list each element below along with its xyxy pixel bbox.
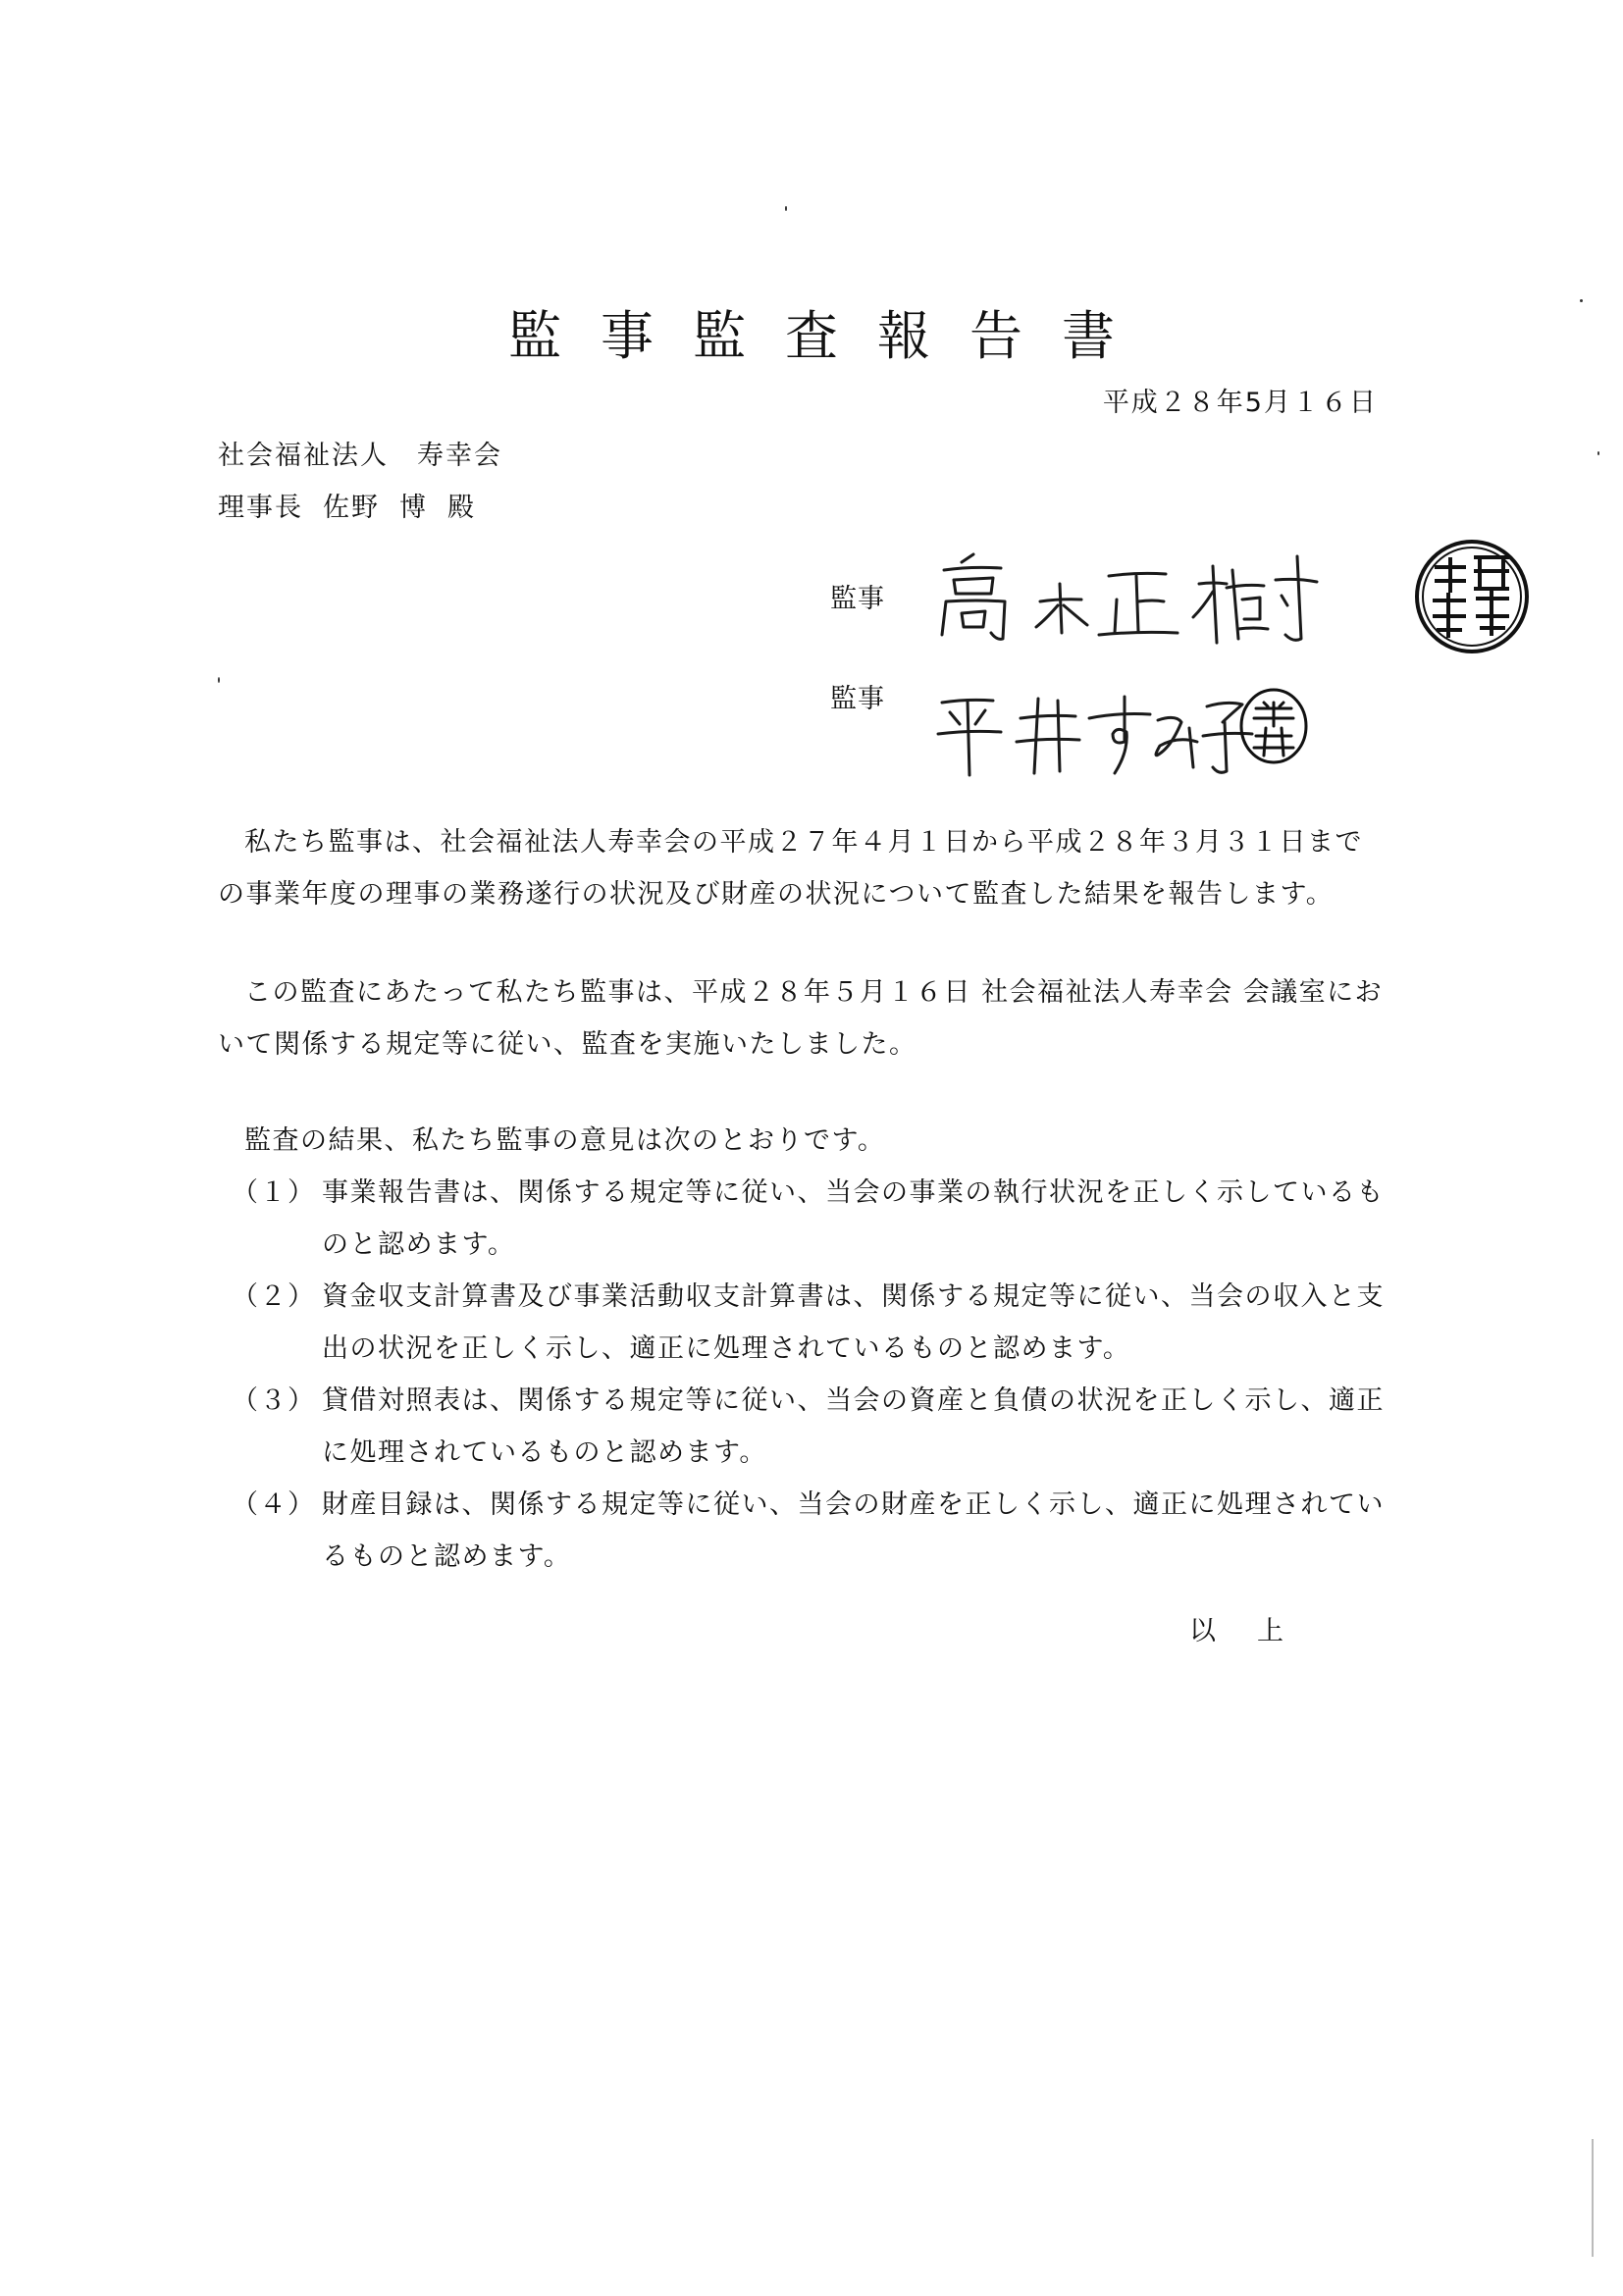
opinion-item-number: （４）: [232, 1489, 316, 1520]
recipient-surname: 佐野: [323, 493, 380, 523]
paragraph-audit-scope-text: 私たち監事は、社会福祉法人寿幸会の平成２７年４月１日から平成２８年３月３１日までの事業年度の理事の業務遂行の状況及び財産の状況について監査した結果を報告します。: [218, 827, 1363, 910]
paragraph-audit-opinion-intro-text: 監査の結果、私たち監事の意見は次のとおりです。: [244, 1125, 886, 1156]
auditor-label-1: 監事: [830, 584, 885, 614]
opinion-item-number: （３）: [232, 1385, 316, 1416]
opinion-list: [232, 1167, 1399, 1583]
recipient-line: [218, 486, 476, 524]
paragraph-audit-method-text: この監査にあたって私たち監事は、平成２８年５月１６日 社会福祉法人寿幸会 会議室において関係する規定等に従い、監査を実施いたしました。: [218, 977, 1384, 1060]
opinion-item: [232, 1167, 1399, 1271]
scan-speck: [1580, 299, 1583, 302]
opinion-item: [232, 1375, 1399, 1479]
closing-mark: [1189, 1609, 1283, 1647]
recipient-title: 理事長: [218, 493, 303, 523]
opinion-item-text: 事業報告書は、関係する規定等に従い、当会の事業の執行状況を正しく示しているものと認めます。: [322, 1177, 1385, 1260]
document-title: 監事監査報告書: [508, 305, 1154, 367]
opinion-item-text: 貸借対照表は、関係する規定等に従い、当会の資産と負債の状況を正しく示し、適正に処理されているものと認めます。: [322, 1385, 1385, 1468]
paragraph-audit-method: [218, 966, 1386, 1070]
opinion-item-text: 資金収支計算書及び事業活動収支計算書は、関係する規定等に従い、当会の収入と支出の状況を正しく示し、適正に処理されているものと認めます。: [322, 1281, 1385, 1364]
paragraph-audit-opinion-intro: [218, 1115, 1386, 1167]
recipient-given-name: 博: [399, 493, 428, 523]
opinion-item-number: （１）: [232, 1177, 316, 1208]
opinion-item-number: （２）: [232, 1281, 316, 1312]
opinion-item: [232, 1271, 1399, 1375]
auditor-seal-2: [1238, 687, 1309, 765]
scan-speck: [785, 206, 787, 211]
report-date: 平成２８年5月１６日: [1102, 388, 1378, 418]
auditor-signature-2: [932, 677, 1256, 785]
auditor-signature-1: [932, 545, 1344, 652]
closing-mark-2: 上: [1257, 1616, 1283, 1646]
auditor-seal-1: [1413, 538, 1531, 655]
closing-mark-1: 以: [1189, 1616, 1216, 1646]
opinion-item-text: 財産目録は、関係する規定等に従い、当会の財産を正しく示し、適正に処理されているものと認めます。: [322, 1489, 1385, 1572]
paragraph-audit-scope: [218, 816, 1386, 920]
scan-speck: [1597, 451, 1599, 455]
scan-speck: [218, 677, 220, 683]
opinion-item: [232, 1479, 1399, 1583]
recipient-organization: 社会福祉法人 寿幸会: [218, 441, 502, 471]
auditor-label-2: 監事: [830, 684, 885, 714]
scan-speck: [1592, 2139, 1594, 2257]
recipient-honorific: 殿: [447, 493, 476, 523]
